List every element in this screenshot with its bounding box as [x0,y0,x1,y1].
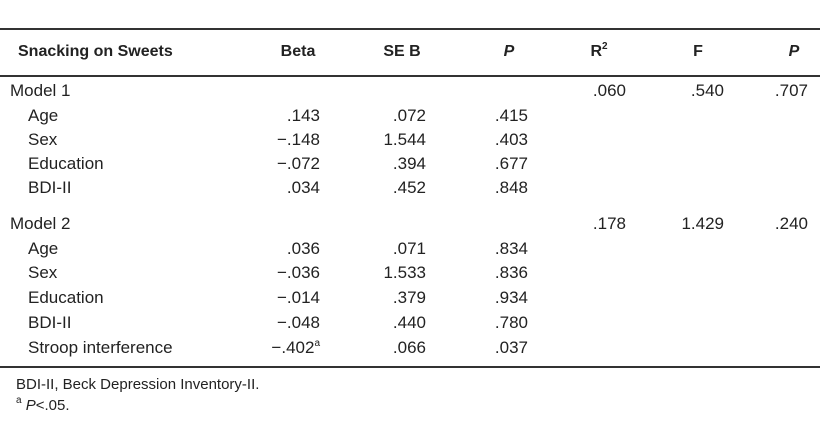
table-cell-beta: .143 [286,106,320,125]
table-cell-se-b: .071 [392,239,426,258]
header-se-b: SE B [383,43,421,60]
table-row-label: Education [28,288,104,307]
table-row-label: BDI-II [28,313,72,332]
table-cell-beta: −.048 [276,313,320,332]
table-row-label: Age [28,106,59,125]
footnote-abbreviation: BDI-II, Beck Depression Inventory-II. [16,376,260,393]
table-cell-se-b: 1.533 [383,263,426,282]
table-row-label: Sex [28,130,58,149]
top-rule [0,28,820,30]
table-row-label: Age [28,239,59,258]
table-cell-p: .780 [494,313,528,332]
model-2-f: 1.429 [681,214,724,233]
table-cell-se-b: 1.544 [383,130,426,149]
header-r-sup: 2 [602,41,608,52]
footnote-p: P [25,397,36,414]
table-cell-p: .403 [494,130,528,149]
table-cell-beta: −.014 [276,288,320,307]
model-2-p: .240 [774,214,808,233]
table-cell-beta: .036 [286,239,320,258]
header-r-squared [584,41,614,65]
model-2-r2: .178 [592,214,626,233]
model-1-p: .707 [774,81,808,100]
model-1-label: Model 1 [10,81,71,100]
table-cell-p: .677 [494,154,528,173]
table-cell-se-b: .440 [392,313,426,332]
significance-marker: a [314,338,320,349]
table-cell-beta: .034 [286,178,320,197]
table-cell-se-b: .379 [392,288,426,307]
model-1-r2: .060 [592,81,626,100]
table-cell-p: .037 [494,338,528,357]
header-snacking-on-sweets: Snacking on Sweets [18,43,173,60]
table-cell-p: .836 [494,263,528,282]
table-cell-p: .415 [494,106,528,125]
table-cell-se-b: .066 [392,338,426,357]
table-cell-p: .934 [494,288,528,307]
header-beta: Beta [280,43,316,60]
table-row-label: Education [28,154,104,173]
table-cell-beta [200,336,320,363]
model-1-f: .540 [690,81,724,100]
table-cell-beta: −.072 [276,154,320,173]
header-f: F [693,43,703,60]
footnote-threshold: <.05. [35,397,70,414]
table-cell-p: .848 [494,178,528,197]
footnote-marker: a [16,395,22,406]
footnote-significance [16,396,70,418]
table-row-label: Stroop interference [28,338,173,357]
table-cell-beta: −.036 [276,263,320,282]
bottom-rule [0,366,820,368]
table-cell-se-b: .394 [392,154,426,173]
header-r-base: R [590,43,602,60]
table-cell-se-b: .072 [392,106,426,125]
table-cell-se-b: .452 [392,178,426,197]
table-row-label: Sex [28,263,58,282]
header-rule [0,75,820,77]
table-cell-p: .834 [494,239,528,258]
table-row-label: BDI-II [28,178,72,197]
beta-value: −.402 [271,338,315,357]
header-model-p: P [788,43,800,60]
model-2-label: Model 2 [10,214,71,233]
header-p: P [503,43,515,60]
table-cell-beta: −.148 [276,130,320,149]
